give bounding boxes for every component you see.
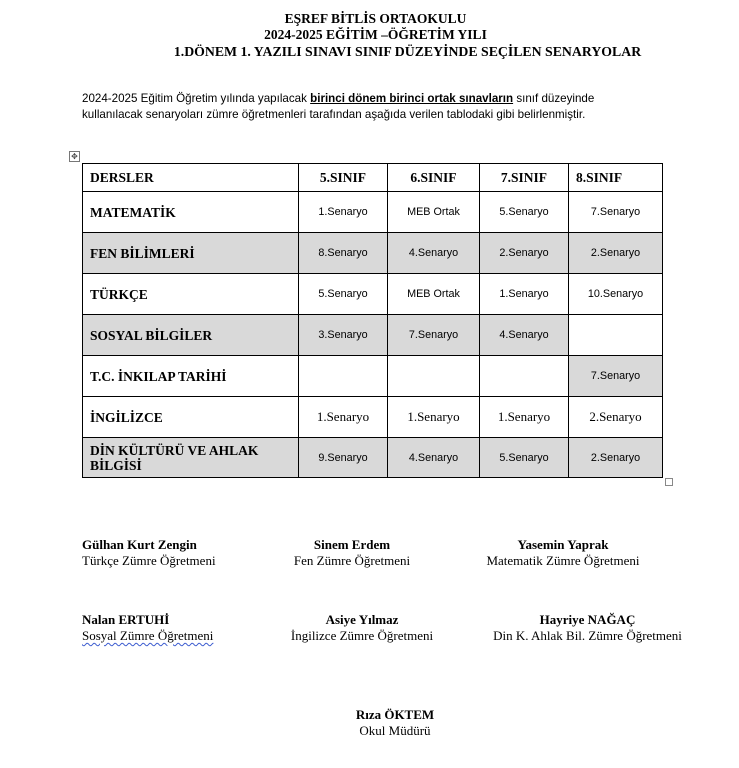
scenario-cell: 2.Senaryo [569,233,663,274]
signature-role: Sosyal Zümre Öğretmeni [82,628,214,643]
scenario-cell [569,315,663,356]
table-row [83,356,663,397]
table-row [83,192,663,233]
signature-name: Hayriye NAĞAÇ [539,612,636,627]
signature-role: Okul Müdürü [359,723,431,738]
scenario-cell: 1.Senaryo [299,397,388,438]
scenario-cell: 7.Senaryo [569,192,663,233]
scenario-cell: 1.Senaryo [480,397,569,438]
signature-block [470,612,705,644]
scenario-cell: 8.Senaryo [299,233,388,274]
signature-role: Fen Zümre Öğretmeni [293,553,411,568]
scenario-cell [388,356,480,397]
scenario-cell [480,356,569,397]
scenario-cell: MEB Ortak [388,192,480,233]
intro-line-1 [82,91,722,107]
resize-square-icon[interactable] [665,478,673,486]
document-title: 1.DÖNEM 1. YAZILI SINAVI SINIF DÜZEYİNDE SEÇİLEN SENARYOLAR [173,44,642,59]
header-cell: 8.SINIF [569,164,663,192]
subject-cell: T.C. İNKILAP TARİHİ [83,356,299,397]
scenario-cell: 5.Senaryo [299,274,388,315]
header-cell: DERSLER [83,164,299,192]
signature-block [468,537,658,569]
signature-block [82,612,213,644]
scenario-cell: 4.Senaryo [388,438,480,478]
header-cell: 7.SINIF [480,164,569,192]
scenario-cell: 4.Senaryo [480,315,569,356]
scenario-cell: 5.Senaryo [480,192,569,233]
school-name: EŞREF BİTLİS ORTAOKULU [284,11,467,26]
signature-block [82,537,216,569]
header-cell: 6.SINIF [388,164,480,192]
subject-cell: MATEMATİK [83,192,299,233]
signature-block [272,537,432,569]
intro-text-after: sınıf düzeyinde [513,92,595,105]
academic-year-title: 2024-2025 EĞİTİM –ÖĞRETİM YILI [264,27,487,42]
scenario-cell: 2.Senaryo [480,233,569,274]
signature-name: Yasemin Yaprak [517,537,609,552]
signature-block [272,612,452,644]
scenario-table [82,163,663,478]
scenario-cell[interactable]: 2.Senaryo [569,438,663,478]
scenario-cell: 7.Senaryo [388,315,480,356]
signature-role: Matematik Zümre Öğretmeni [486,553,640,568]
subject-cell: DİN KÜLTÜRÜ VE AHLAK BİLGİSİ [83,438,299,478]
scenario-cell: 1.Senaryo [299,192,388,233]
signature-name: Rıza ÖKTEM [355,707,435,722]
principal-signature [290,707,500,739]
scenario-cell: 9.Senaryo [299,438,388,478]
table-row [83,315,663,356]
subject-cell: İNGİLİZCE [83,397,299,438]
scenario-cell: 1.Senaryo [480,274,569,315]
intro-bold-phrase: birinci dönem birinci ortak sınavların [310,92,514,105]
scenario-cell: MEB Ortak [388,274,480,315]
table-row [83,233,663,274]
scenario-cell [299,356,388,397]
signature-name: Asiye Yılmaz [325,612,399,627]
signature-role: Din K. Ahlak Bil. Zümre Öğretmeni [493,628,682,643]
signature-name: Gülhan Kurt Zengin [82,537,197,552]
table-row [83,397,663,438]
scenario-cell: 10.Senaryo [569,274,663,315]
scenario-cell: 1.Senaryo [388,397,480,438]
header-cell: 5.SINIF [299,164,388,192]
subject-cell: FEN BİLİMLERİ [83,233,299,274]
table-header-row [83,164,663,192]
scenario-cell: 3.Senaryo [299,315,388,356]
subject-cell: TÜRKÇE [83,274,299,315]
intro-text-before: 2024-2025 Eğitim Öğretim yılında yapılacak [82,92,311,105]
scenario-cell: 2.Senaryo [569,397,663,438]
scenario-cell: 5.Senaryo [480,438,569,478]
scenario-cell: 4.Senaryo [388,233,480,274]
table-row [83,438,663,478]
move-cross-icon[interactable]: ✥ [69,151,80,162]
signature-name: Nalan ERTUHİ [82,612,170,627]
signature-role: Türkçe Zümre Öğretmeni [82,553,216,568]
table-row [83,274,663,315]
intro-line-2: kullanılacak senaryoları zümre öğretmenleri tarafından aşağıda verilen tablodaki gibi belirlenmiştir. [82,108,586,121]
signature-name: Sinem Erdem [313,537,391,552]
signature-role: İngilizce Zümre Öğretmeni [290,628,434,643]
subject-cell: SOSYAL BİLGİLER [83,315,299,356]
scenario-cell: 7.Senaryo [569,356,663,397]
